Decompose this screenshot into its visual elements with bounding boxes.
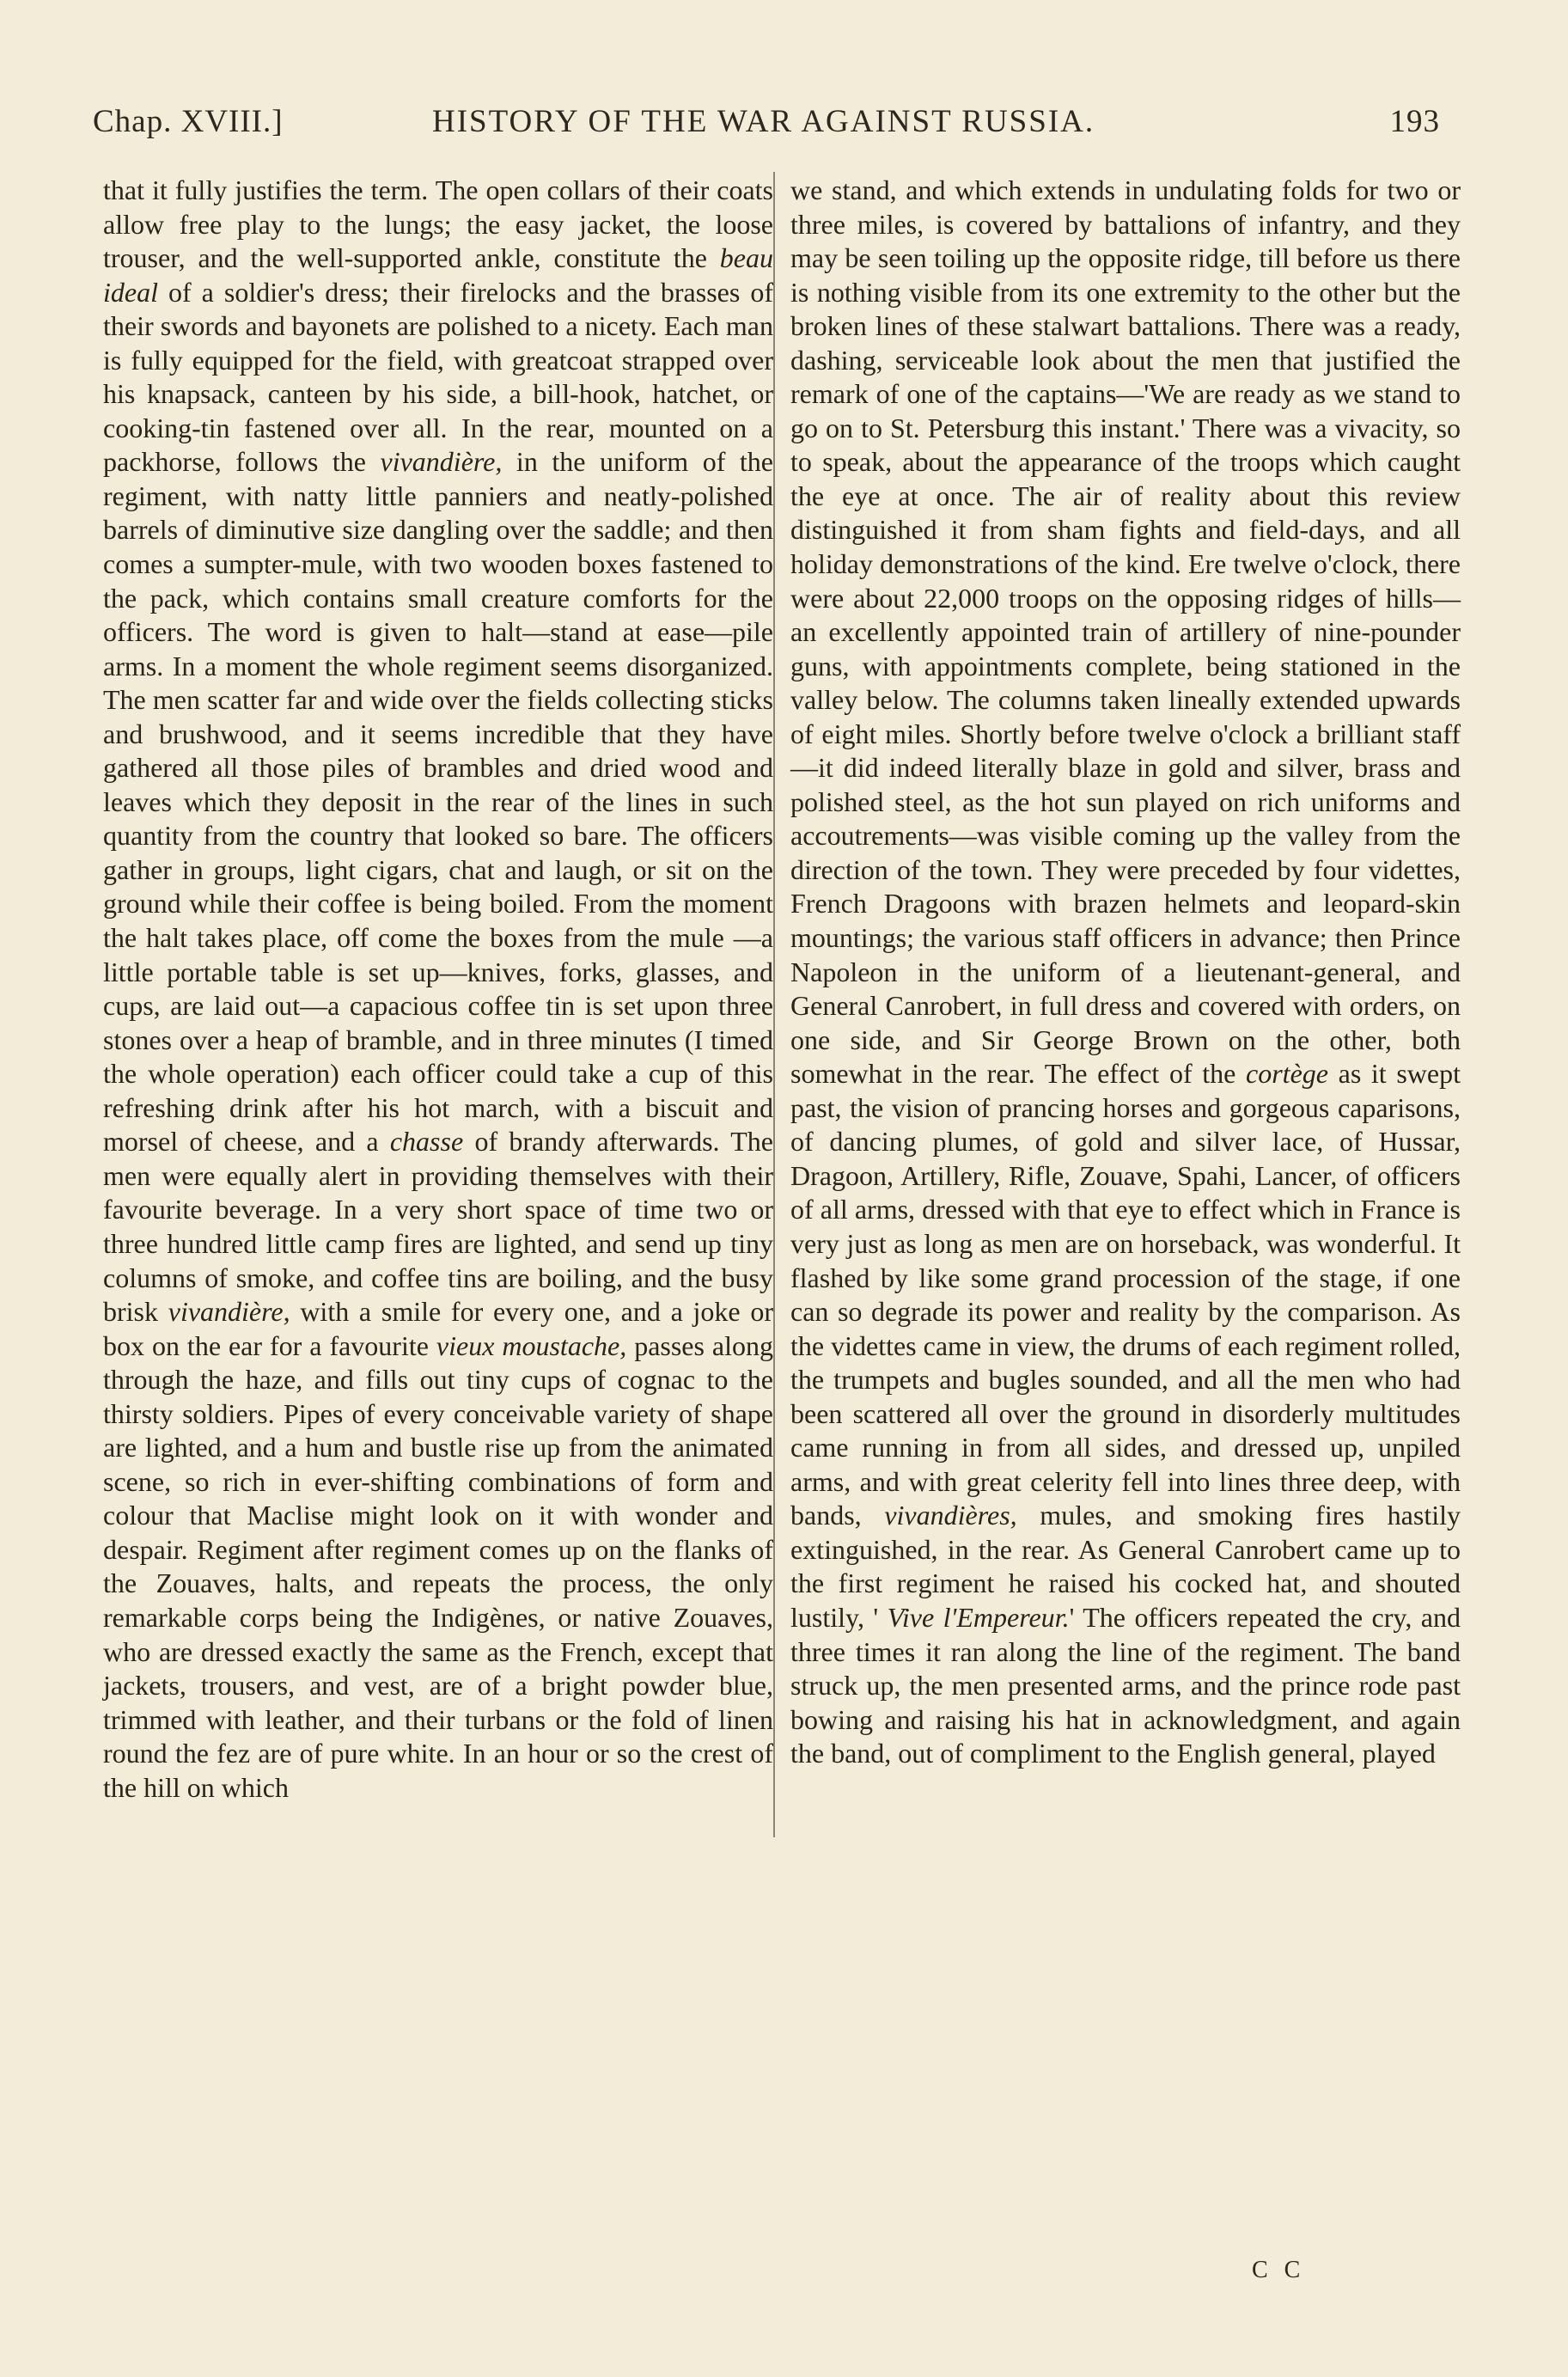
italic-term: vivandière, [380,446,503,478]
text-run: ' The officers repeated the cry, and three times it ran along the line of the regiment. The band struck up, the men presented arms, and the prince rode past bowing and raising his hat in acknowledgment, and again the band, out of compliment to the English general, played [790,1601,1461,1769]
page-title: HISTORY OF THE WAR AGAINST RUSSIA. [432,104,1095,139]
left-column-text [103,174,773,1805]
italic-term: chasse [389,1126,464,1158]
italic-term: vivandière, [168,1296,290,1328]
left-column [103,174,773,1805]
right-column [790,174,1461,1771]
text-run: in the uniform of the regiment, with natty little panniers and neatly-polished barrels of diminutive size dangling over the saddle; and then comes a sumpter-mule, with two wooden boxes fastened to the pack, which contains small creature comforts for the officers. The word is given to halt—stand at ease—pile arms. In a moment the whole regiment seems disorganized. The men scatter far and wide over the fields collecting sticks and brushwood, and it seems incredible that they have gathered all those piles of brambles and dried wood and leaves which they deposit in the rear of the lines in such quantity from the country that looked so bare. The officers gather in groups, light cigars, chat and laugh, or sit on the ground while their coffee is being boiled. From the moment the halt takes place, off come the boxes from the mule —a little portable table is set up—knives, forks, glasses, and cups, are laid out—a capacious coffee tin is set upon three stones over a heap of bramble, and in three minutes (I timed the whole operation) each officer could take a cup of this refreshing drink after his hot march, with a biscuit and morsel of cheese, and a [103,446,773,1158]
running-header [93,96,1440,148]
chapter-label: Chap. XVIII.] [93,104,284,139]
text-run: that it fully justifies the term. The open collars of their coats allow free play to the lungs; the easy jacket, the loose trouser, and the well-supported ankle, constitute the [103,174,773,274]
text-run: of a soldier's dress; their firelocks and the brasses of their swords and bayonets are polished to a nicety. Each man is fully equipped for the field, with greatcoat strapped over his knapsack, canteen by his side, a bill-hook, hatchet, or cooking-tin fastened over all. In the rear, mounted on a packhorse, follows the [103,276,773,478]
text-run: mules, and smoking fires hastily extinguished, in the rear. As General Canrobert came up to the first regiment he raised his cocked hat, and shouted lustily, ' [790,1500,1461,1633]
italic-term: vivandières, [884,1500,1017,1531]
page-number: 193 [1389,104,1440,139]
text-run: as it swept past, the vision of prancing horses and gorgeous caparisons, of dancing plumes, of gold and silver lace, of Hussar, Dragoon, Artillery, Rifle, Zouave, Spahi, Lancer, of officers of all arms, dressed with that eye to effect which in France is very just as long as men are on horseback, was wonderful. It flashed by like some grand procession of the stage, if one can so degrade its power and reality by the comparison. As the videttes came in view, the drums of each regiment rolled, the trumpets and bugles sounded, and all the men who had been scattered all over the ground in disorderly multitudes came running in from all sides, and dressed up, unpiled arms, and with great celerity fell into lines three deep, with bands, [790,1058,1461,1531]
text-run: of brandy afterwards. The men were equally alert in providing themselves with their favourite beverage. In a very short space of time two or three hundred little camp fires are lighted, and send up tiny columns of smoke, and coffee tins are boiling, and the busy brisk [103,1126,774,1328]
text-run: passes along through the haze, and fills out tiny cups of cognac to the thirsty soldiers. Pipes of every conceivable variety of shape are lighted, and a hum and bustle rise up from the animated scene, so rich in ever-shifting combinations of form and colour that Maclise might look on it with wonder and despair. Regiment after regiment comes up on the flanks of the Zouaves, halts, and repeats the process, the only remarkable corps being the Indigènes, or native Zouaves, who are dressed exactly the same as the French, except that jackets, trousers, and vest, are of a bright powder blue, trimmed with leather, and their turbans or the fold of linen round the fez are of pure white. In an hour or so the crest of the hill on which [103,1329,774,1803]
italic-term: Vive l'Empereur. [887,1601,1070,1633]
italic-term: vieux moustache, [436,1329,627,1361]
text-run: we stand, and which extends in undulating folds for two or three miles, is covered by battalions of infantry, and they may be seen toiling up the opposite ridge, till before us there is nothing visible from its one extremity to the other but the broken lines of these stalwart battalions. There was a ready, dashing, serviceable look about the men that justified the remark of one of the captains—'We are ready as we stand to go on to St. Petersburg this instant.' There was a vivacity, so to speak, about the appearance of the troops which caught the eye at once. The air of reality about this review distinguished it from sham fights and field-days, and all holiday demonstrations of the kind. Ere twelve o'clock, there were about 22,000 troops on the opposing ridges of hills—an excellently appointed train of artillery of nine-pounder guns, with appointments complete, being stationed in the valley below. The columns taken lineally extended upwards of eight miles. Shortly before twelve o'clock a brilliant staff—it did indeed literally blaze in gold and silver, brass and polished steel, as the hot sun played on rich uniforms and accoutrements—was visible coming up the valley from the direction of the town. They were preceded by four videttes, French Dragoons with brazen helmets and leopard-skin mountings; the various staff officers in advance; then Prince Napoleon in the uniform of a lieutenant-general, and General Canrobert, in full dress and covered with orders, on one side, and Sir George Brown on the other, both somewhat in the rear. The effect of the [790,174,1461,1090]
signature-mark: C C [1252,2257,1306,2283]
column-divider [773,172,775,1837]
italic-term: beau ideal [103,242,773,308]
text-run: with a smile for every one, and a joke or box on the ear for a favourite [103,1296,774,1361]
right-column-text [790,174,1461,1771]
italic-term: cortège [1246,1058,1328,1090]
